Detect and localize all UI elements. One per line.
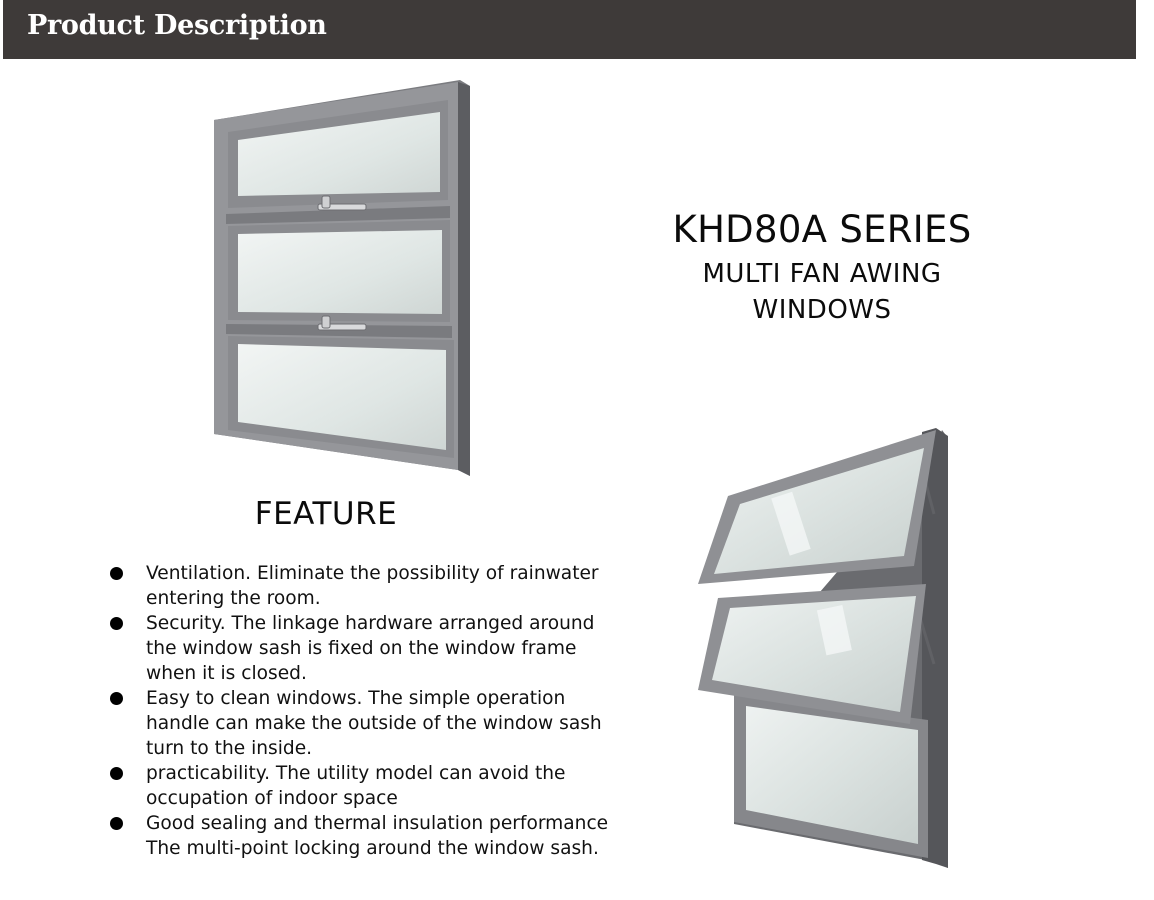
feature-line: when it is closed. — [146, 663, 307, 684]
feature-line: Ventilation. Eliminate the possibility of rainwater — [146, 563, 599, 584]
series-subtitle-line: WINDOWS — [752, 295, 892, 325]
header-bar — [3, 0, 1136, 59]
series-title: KHD80A SERIES — [672, 208, 972, 251]
feature-line: the window sash is fixed on the window frame — [146, 638, 577, 659]
window-closed-image — [208, 78, 472, 478]
feature-item — [108, 611, 653, 686]
window-open-image — [690, 424, 954, 870]
bullet-icon — [110, 567, 123, 580]
header-title: Product Description — [27, 10, 327, 41]
bullet-icon — [110, 692, 123, 705]
feature-line: occupation of indoor space — [146, 788, 398, 809]
feature-line: The multi-point locking around the window sash. — [146, 838, 599, 859]
feature-list — [108, 561, 653, 861]
feature-line: Good sealing and thermal insulation performance — [146, 813, 609, 834]
feature-line: practicability. The utility model can avoid the — [146, 763, 566, 784]
series-subtitle-line: MULTI FAN AWING — [702, 259, 942, 289]
feature-line: turn to the inside. — [146, 738, 313, 759]
feature-heading: FEATURE — [254, 496, 398, 532]
feature-line: handle can make the outside of the window sash — [146, 713, 602, 734]
feature-item — [108, 761, 653, 811]
bullet-icon — [110, 817, 123, 830]
series-subtitle — [620, 256, 1024, 328]
feature-line: Easy to clean windows. The simple operation — [146, 688, 566, 709]
feature-item — [108, 686, 653, 761]
feature-item — [108, 811, 653, 861]
bullet-icon — [110, 767, 123, 780]
feature-line: Security. The linkage hardware arranged around — [146, 613, 595, 634]
bullet-icon — [110, 617, 123, 630]
feature-line: entering the room. — [146, 588, 321, 609]
feature-item — [108, 561, 653, 611]
